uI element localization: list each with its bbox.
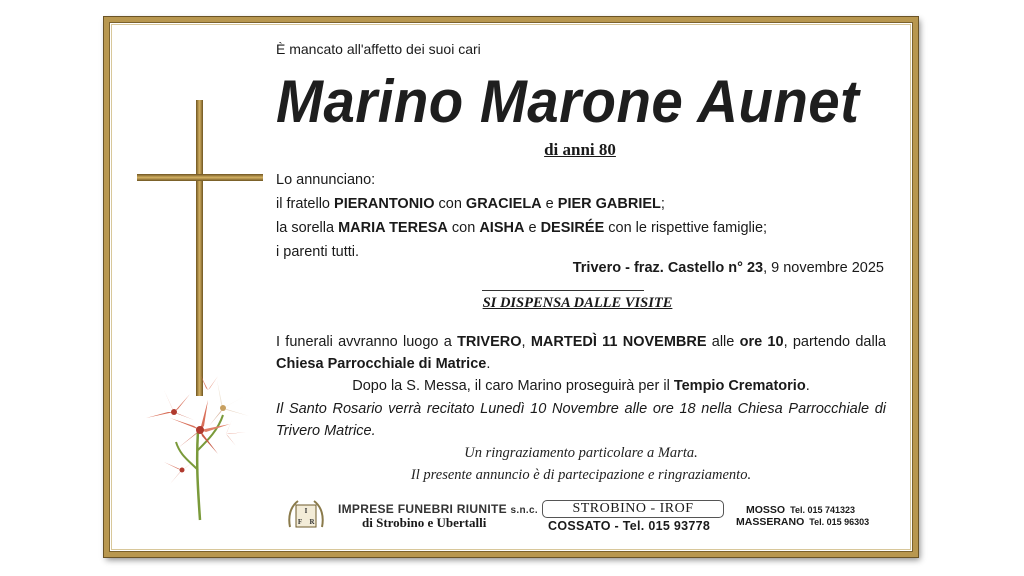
brand-box: STROBINO - IROF (542, 500, 724, 518)
masserano-contact: MASSERANO Tel. 015 96303 (736, 516, 870, 528)
relatives-line: i parenti tutti. (276, 244, 360, 260)
rosary-paragraph: Il Santo Rosario verrà recitato Lunedì 10 Novembre alle ore 18 nella Chiesa Parrocchiale di Trivero Matrice. (276, 401, 886, 439)
deceased-name: Marino Marone Aunet (276, 68, 860, 135)
brother-line: il fratello PIERANTONIO con GRACIELA e PIER GABRIEL; (276, 196, 665, 212)
funeral-home-owners: di Strobino e Ubertalli (362, 515, 487, 530)
lily-flowers-icon (138, 370, 263, 530)
svg-text:I: I (304, 507, 308, 515)
svg-text:R: R (309, 518, 315, 526)
intro-text: È mancato all'affetto dei suoi cari (276, 41, 481, 57)
sister-line: la sorella MARIA TERESA con AISHA e DESIRÉE con le rispettive famiglie; (276, 220, 768, 236)
mosso-contact: MOSSO Tel. 015 741323 (746, 504, 855, 516)
funeral-home-name: IMPRESE FUNEBRI RIUNITE s.n.c. (338, 502, 538, 516)
announcers-intro: Lo annunciano: (276, 172, 376, 188)
no-visits-notice: SI DISPENSA DALLE VISITE (482, 295, 673, 311)
divider (482, 290, 644, 291)
place-date: Trivero - fraz. Castello n° 23, 9 novembre 2025 (572, 260, 884, 276)
mass-line: Dopo la S. Messa, il caro Marino proseguirà per il Tempio Crematorio. (352, 378, 810, 394)
funeral-home-logo-icon (286, 499, 326, 531)
svg-text:F: F (297, 518, 303, 526)
thanks-line: Un ringraziamento particolare a Marta. (464, 445, 698, 461)
funeral-paragraph: I funerali avvranno luogo a TRIVERO, MARTEDÌ 11 NOVEMBRE alle ore 10, partendo dalla Chiesa Parrocchiale di Matrice. (276, 334, 886, 372)
age-text: di anni 80 (544, 140, 616, 159)
participation-line: Il presente annuncio è di partecipazione e ringraziamento. (410, 467, 752, 483)
cossato-contact: COSSATO - Tel. 015 93778 (548, 519, 711, 533)
